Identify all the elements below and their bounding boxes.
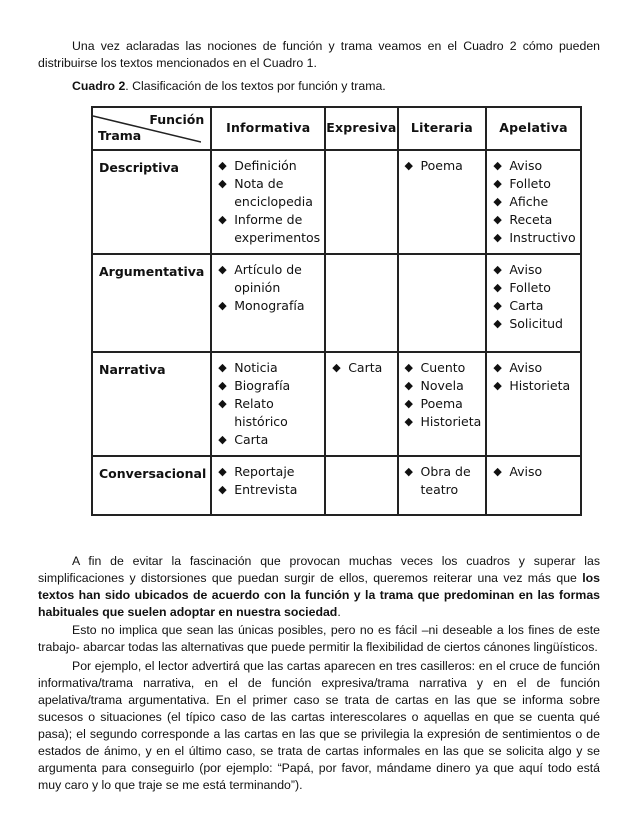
paragraph-fascination-end: . [337,605,341,619]
paragraph-example-letters: Por ejemplo, el lector advertirá que las cartas aparecen en tres casilleros: en el cruce de función informativa/trama narrativa, en el de función expresiva/trama narrativa y en el de función apelativa/trama argumentativa. En el primer caso se trata de cartas en las que se informa sobre sucesos o situaciones (el típico caso de las cartas interescolares o aquellas en que se cuenta qué pasa); el segundo corresponde a las cartas en las que se privilegia la expresión de sentimientos o de estados de ánimo, y en el último caso, se trata de cartas informales en las que se solicita algo y se argumenta para conseguirlo (por ejemplo: “Papá, por favor, mándame dinero ya que aquí todo está muy caro y lo que traje se me está terminando”). [38,659,600,792]
cell-item-list [405,157,482,175]
table-row-argumentativa [92,254,581,352]
column-header-expresiva: Expresiva [325,107,397,150]
cell-item: ◆ Aviso [493,261,575,279]
cell [398,254,487,352]
caption-text: . Clasificación de los textos por función y trama. [125,79,386,93]
cell [486,254,580,352]
cell [398,150,487,254]
cell-item-list [405,463,482,499]
cell [325,352,397,456]
cell [398,456,487,515]
cell-item: ◆ Historieta [405,413,482,431]
cell-item-list [218,261,320,315]
cell-item: ◆ Cuento [405,359,482,377]
cell [486,150,580,254]
cell-item-list [218,463,320,499]
paragraph-alternatives: Esto no implica que sean las únicas posibles, pero no es fácil –ni deseable a los fines de este trabajo- abarcar todas las alternativas que puede permitir la flexibilidad de ciertos cánones lingüísticos. [38,623,600,654]
row-label-narrativa: Narrativa [92,352,211,456]
table-caption [72,78,386,95]
cell [486,352,580,456]
cell-item-list [493,463,575,481]
cell-item: ◆ Poema [405,395,482,413]
cell-item: ◆ Aviso [493,463,575,481]
cell-item-list [493,261,575,333]
table-row-conversacional [92,456,581,515]
column-header-apelativa: Apelativa [486,107,580,150]
cell-item: ◆ Artículo de opinión [218,261,320,297]
cell-item: ◆ Aviso [493,157,575,175]
cell-item-list [332,359,392,377]
corner-cell [92,107,211,150]
cell-item-list [218,359,320,449]
cell-item-list [405,359,482,431]
classification-table-figure [91,106,576,516]
intro-paragraph: Una vez aclaradas las nociones de función y trama veamos en el Cuadro 2 cómo pueden distribuirse los textos mencionados en el Cuadro 1. [38,39,600,70]
cell [211,456,325,515]
corner-function-label: Función [149,112,205,127]
cell [211,150,325,254]
cell-item-list [493,359,575,395]
cell-item: ◆ Biografía [218,377,320,395]
cell [211,254,325,352]
cell-item: ◆ Obra de teatro [405,463,482,499]
cell-item: ◆ Monografía [218,297,320,315]
cell-item: ◆ Entrevista [218,481,320,499]
cell-item-list [493,157,575,247]
corner-plot-label: Trama [98,127,142,143]
row-label-descriptiva: Descriptiva [92,150,211,254]
cell-item: ◆ Relato histórico [218,395,320,431]
cell-item: ◆ Carta [493,297,575,315]
table-row-descriptiva [92,150,581,254]
cell [486,456,580,515]
cell [325,150,397,254]
cell-item: ◆ Instructivo [493,229,575,247]
cell-item: ◆ Afiche [493,193,575,211]
cell-item: ◆ Aviso [493,359,575,377]
cell-item: ◆ Solicitud [493,315,575,333]
cell-item: ◆ Folleto [493,279,575,297]
cell-item: ◆ Carta [332,359,392,377]
cell-item: ◆ Folleto [493,175,575,193]
caption-label: Cuadro 2 [72,79,126,93]
cell-item: ◆ Novela [405,377,482,395]
classification-table [91,106,582,516]
table-header-row [92,107,581,150]
cell-item: ◆ Receta [493,211,575,229]
cell [398,352,487,456]
cell-item: ◆ Noticia [218,359,320,377]
cell-item: ◆ Reportaje [218,463,320,481]
row-label-argumentativa: Argumentativa [92,254,211,352]
paragraph-fascination [38,553,600,621]
cell [325,254,397,352]
cell [325,456,397,515]
cell-item: ◆ Carta [218,431,320,449]
cell-item-list [218,157,320,247]
cell-item: ◆ Informe de experimentos [218,211,320,247]
column-header-literaria: Literaria [398,107,487,150]
paragraph-fascination-bold: los textos han sido ubicados de acuerdo con la función y la trama que predominan en las formas habituales que suelen adoptar en nuestra sociedad [38,571,600,619]
cell-item: ◆ Nota de enciclopedia [218,175,320,211]
column-header-informativa: Informativa [211,107,325,150]
row-label-conversacional: Conversacional [92,456,211,515]
cell [211,352,325,456]
cell-item: ◆ Historieta [493,377,575,395]
table-row-narrativa [92,352,581,456]
cell-item: ◆ Definición [218,157,320,175]
cell-item: ◆ Poema [405,157,482,175]
paragraph-fascination-text: A fin de evitar la fascinación que provocan muchas veces los cuadros y superar las simplificaciones y distorsiones que puedan surgir de ellos, queremos reiterar una vez más que [38,554,600,585]
